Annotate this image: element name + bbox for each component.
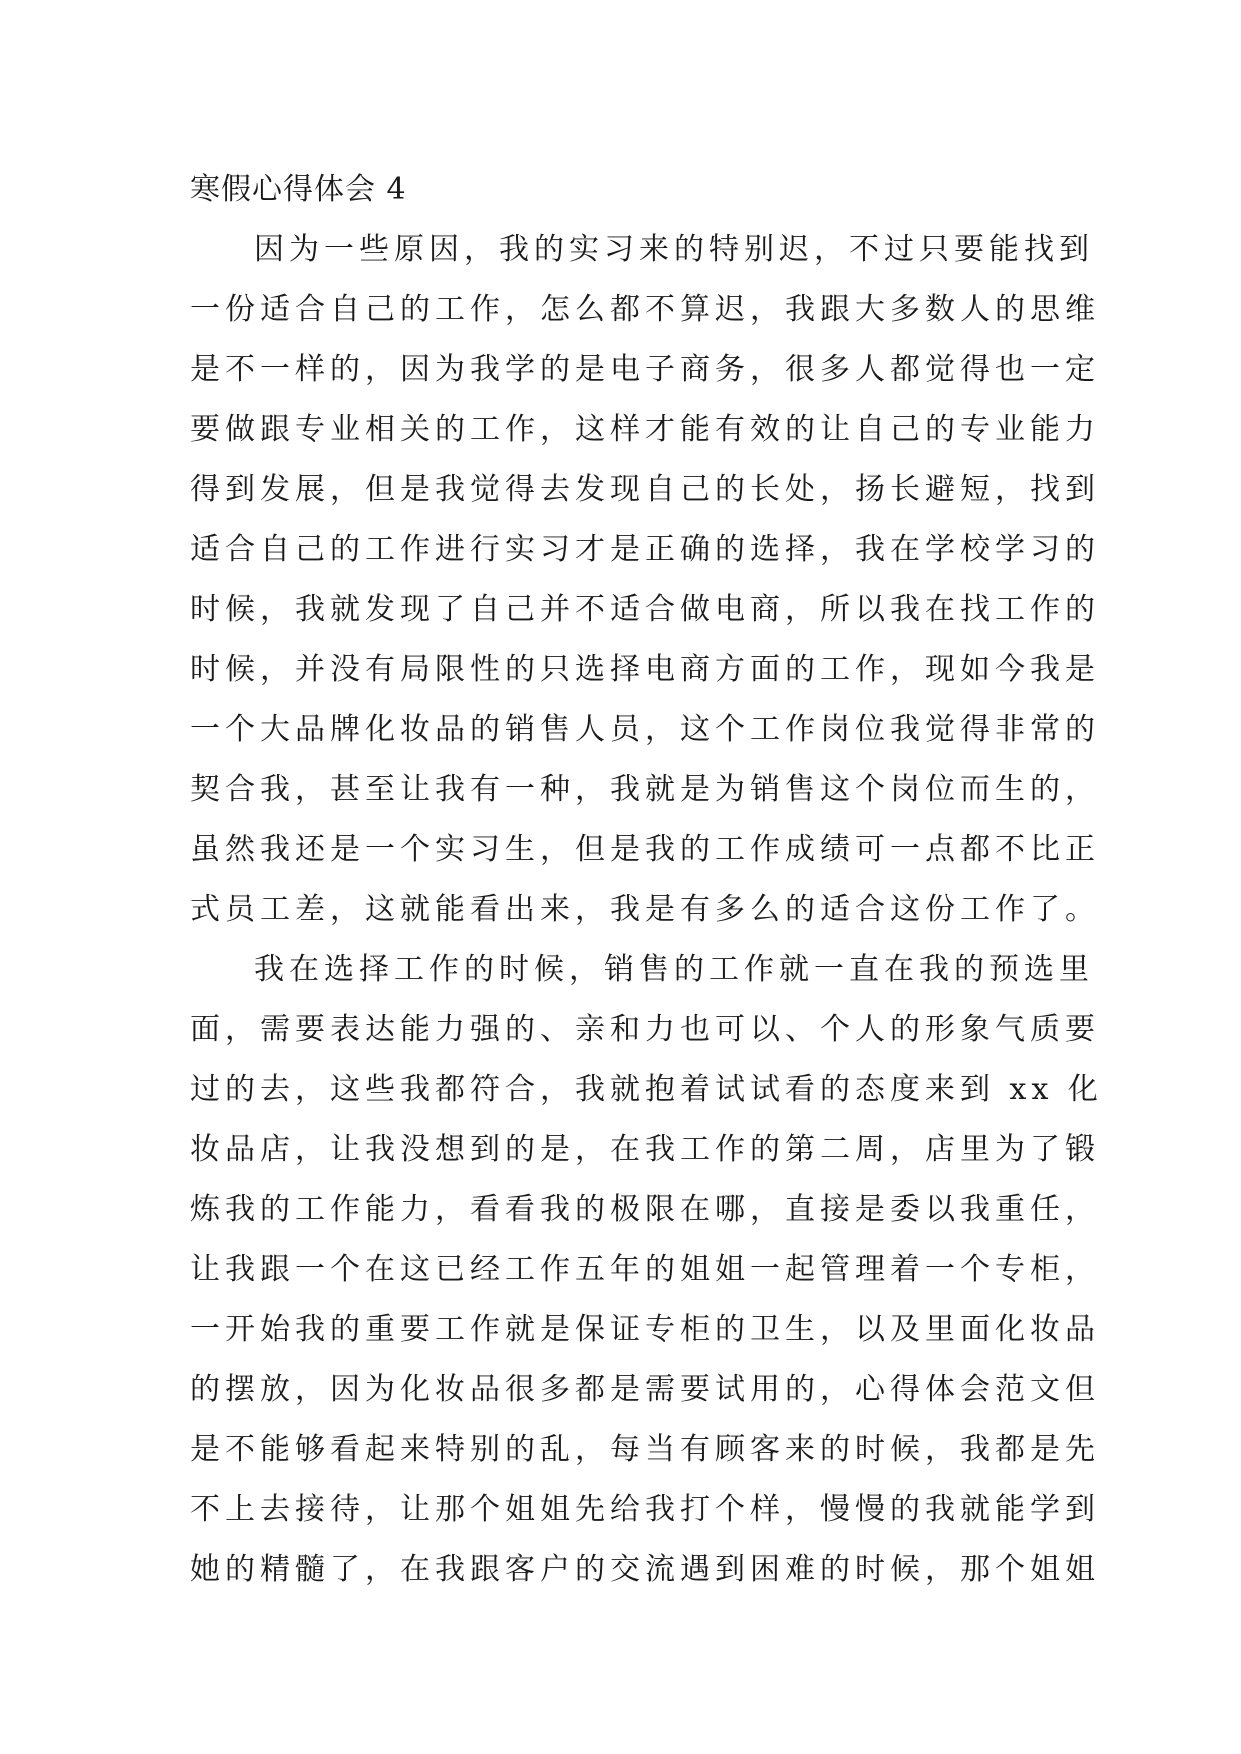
paragraph-line: 时候，我就发现了自己并不适合做电商，所以我在找工作的: [190, 592, 1100, 627]
document-title: 寒假心得体会 4: [190, 172, 407, 207]
paragraph-line: 不上去接待，让那个姐姐先给我打个样，慢慢的我就能学到: [190, 1492, 1100, 1527]
paragraph-line: 式员工差，这就能看出来，我是有多么的适合这份工作了。: [190, 892, 1100, 927]
paragraph-line: 因为一些原因，我的实习来的特别迟，不过只要能找到: [254, 232, 1094, 267]
paragraph-line: 契合我，甚至让我有一种，我就是为销售这个岗位而生的，: [190, 772, 1100, 807]
paragraph-line: 适合自己的工作进行实习才是正确的选择，我在学校学习的: [190, 532, 1100, 567]
paragraph-line: 的摆放，因为化妆品很多都是需要试用的，心得体会范文但: [190, 1372, 1100, 1407]
paragraph-line: 一份适合自己的工作，怎么都不算迟，我跟大多数人的思维: [190, 292, 1100, 327]
paragraph-line: 一个大品牌化妆品的销售人员，这个工作岗位我觉得非常的: [190, 712, 1100, 747]
paragraph-1: [190, 220, 1100, 940]
paragraph-line: 虽然我还是一个实习生，但是我的工作成绩可一点都不比正: [190, 832, 1100, 867]
paragraph-line: 时候，并没有局限性的只选择电商方面的工作，现如今我是: [190, 652, 1100, 687]
paragraph-line: 要做跟专业相关的工作，这样才能有效的让自己的专业能力: [190, 412, 1100, 447]
paragraph-line: 是不一样的，因为我学的是电子商务，很多人都觉得也一定: [190, 352, 1100, 387]
paragraph-2: [190, 940, 1103, 1600]
paragraph-line: 让我跟一个在这已经工作五年的姐姐一起管理着一个专柜，: [190, 1252, 1100, 1287]
paragraph-line: 她的精髓了，在我跟客户的交流遇到困难的时候，那个姐姐: [190, 1552, 1100, 1587]
paragraph-line: 过的去，这些我都符合，我就抱着试试看的态度来到 xx 化: [190, 1072, 1103, 1107]
paragraph-line: 炼我的工作能力，看看我的极限在哪，直接是委以我重任，: [190, 1192, 1100, 1227]
paragraph-line: 是不能够看起来特别的乱，每当有顾客来的时候，我都是先: [190, 1432, 1100, 1467]
paragraph-line: 得到发展，但是我觉得去发现自己的长处，扬长避短，找到: [190, 472, 1100, 507]
paragraph-line: 妆品店，让我没想到的是，在我工作的第二周，店里为了锻: [190, 1132, 1100, 1167]
paragraph-line: 一开始我的重要工作就是保证专柜的卫生，以及里面化妆品: [190, 1312, 1100, 1347]
paragraph-line: 面，需要表达能力强的、亲和力也可以、个人的形象气质要: [190, 1012, 1100, 1047]
document-body: [190, 160, 1103, 1600]
paragraph-line: 我在选择工作的时候，销售的工作就一直在我的预选里: [254, 952, 1094, 987]
